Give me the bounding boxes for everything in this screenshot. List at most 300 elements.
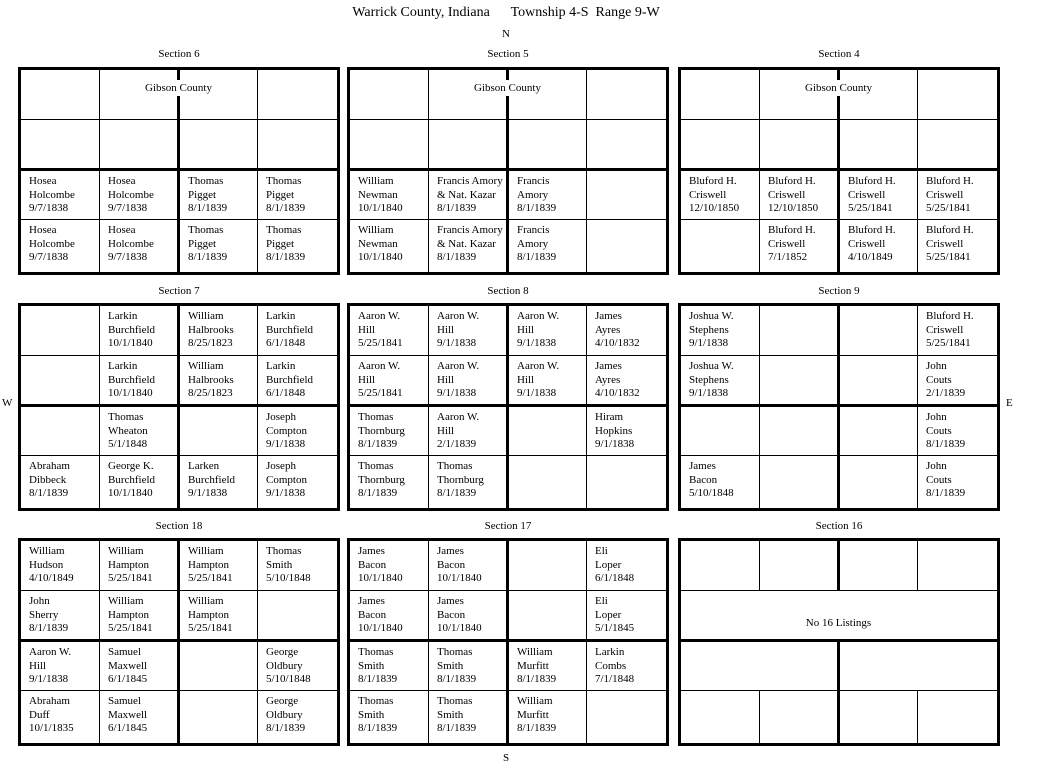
grid-line (428, 70, 429, 272)
parcel-owner: Francis Amory (437, 175, 503, 187)
grid-line (99, 306, 100, 508)
parcel-owner: Murfitt (517, 659, 549, 672)
grid-line (99, 541, 100, 743)
land-parcel (595, 310, 640, 351)
land-parcel (437, 695, 476, 736)
land-parcel (595, 411, 634, 452)
grid-line (917, 691, 918, 743)
compass-south: S (503, 752, 510, 764)
land-parcel (29, 695, 74, 736)
land-parcel (926, 224, 974, 265)
parcel-owner: Bluford H. (768, 175, 816, 187)
parcel-owner: Thomas (358, 695, 394, 707)
parcel-owner: William (517, 646, 553, 658)
parcel-owner: Bacon (358, 558, 387, 571)
grid-line (759, 541, 760, 590)
parcel-owner: John (926, 460, 947, 472)
page-title: Warrick County, Indiana Township 4-S Range 9-W (352, 5, 660, 20)
parcel-date: 8/1/1839 (437, 251, 477, 263)
land-parcel (188, 595, 233, 636)
parcel-date: 5/25/1841 (358, 387, 403, 399)
parcel-owner: Hill (437, 373, 455, 386)
parcel-date: 8/1/1839 (266, 202, 306, 214)
parcel-owner: Burchfield (108, 373, 156, 386)
parcel-date: 5/10/1848 (266, 673, 311, 685)
parcel-owner: Hosea (108, 224, 136, 236)
parcel-owner: Bacon (437, 558, 466, 571)
parcel-date: 4/10/1849 (29, 572, 74, 584)
parcel-owner: Hampton (108, 608, 149, 621)
parcel-date: 10/1/1840 (108, 337, 153, 349)
parcel-owner: Smith (358, 708, 385, 721)
parcel-owner: Hill (517, 323, 535, 336)
parcel-owner: Larkin (266, 310, 296, 322)
parcel-owner: Stephens (689, 373, 729, 386)
parcel-owner: William (108, 545, 144, 557)
parcel-owner: Couts (926, 473, 952, 486)
parcel-date: 8/1/1839 (517, 251, 557, 263)
land-parcel (108, 411, 148, 452)
land-parcel (358, 411, 405, 452)
land-parcel (595, 646, 634, 687)
grid-line (257, 541, 258, 743)
parcel-owner: Joseph (266, 460, 296, 472)
land-parcel (517, 360, 559, 401)
parcel-owner: Compton (266, 424, 307, 437)
parcel-owner: Thomas (358, 411, 394, 423)
parcel-owner: Bluford H. (689, 175, 737, 187)
land-parcel (29, 646, 71, 687)
parcel-owner: Hopkins (595, 424, 633, 437)
compass-north: N (502, 28, 510, 40)
section-label: Section 4 (818, 48, 860, 60)
parcel-owner: Sherry (29, 608, 59, 621)
parcel-date: 9/1/1838 (188, 487, 228, 499)
land-parcel (437, 360, 479, 401)
parcel-date: 10/1/1840 (108, 387, 153, 399)
parcel-owner: John (926, 411, 947, 423)
section-label: Section 9 (818, 285, 860, 297)
parcel-owner: James (437, 595, 464, 607)
parcel-owner: Burchfield (108, 323, 156, 336)
parcel-owner: Bacon (689, 473, 718, 486)
land-parcel (517, 646, 556, 687)
parcel-owner: Maxwell (108, 659, 148, 672)
parcel-owner: Bluford H. (926, 310, 974, 322)
land-parcel (595, 595, 634, 636)
parcel-date: 6/1/1848 (266, 387, 306, 399)
parcel-owner: Thomas (437, 646, 473, 658)
parcel-owner: Larkin (108, 360, 138, 372)
parcel-owner: George K. (108, 460, 154, 472)
land-parcel (108, 175, 154, 216)
parcel-owner: Couts (926, 424, 952, 437)
parcel-owner: Thomas (437, 460, 473, 472)
parcel-date: 9/7/1838 (29, 202, 69, 214)
parcel-owner: Stephens (689, 323, 729, 336)
parcel-date: 8/1/1839 (188, 202, 228, 214)
parcel-date: 8/1/1839 (358, 673, 398, 685)
grid-line (917, 70, 918, 272)
section-box (678, 67, 1000, 275)
parcel-date: 9/1/1838 (517, 337, 557, 349)
parcel-owner: Smith (358, 659, 385, 672)
grid-line (586, 70, 587, 272)
parcel-date: 6/1/1845 (108, 722, 148, 734)
parcel-date: 8/1/1839 (437, 722, 477, 734)
land-parcel (437, 411, 479, 452)
parcel-owner: George (266, 695, 299, 707)
land-parcel (437, 646, 476, 687)
parcel-owner: Bluford H. (848, 175, 896, 187)
land-parcel (358, 545, 403, 586)
land-parcel (848, 224, 896, 265)
land-parcel (29, 175, 75, 216)
parcel-date: 9/1/1838 (437, 387, 477, 399)
parcel-owner: William (108, 595, 144, 607)
land-parcel (517, 695, 556, 736)
parcel-owner: Pigget (188, 237, 217, 250)
land-parcel (108, 460, 155, 501)
grid-line (177, 96, 180, 272)
grid-line (837, 631, 840, 743)
parcel-owner: Francis (517, 224, 550, 236)
parcel-owner: Oldbury (266, 659, 303, 672)
parcel-owner: Bluford H. (848, 224, 896, 236)
land-parcel (358, 175, 403, 216)
grid-line (177, 541, 180, 743)
section-box (18, 67, 340, 275)
land-parcel (29, 224, 75, 265)
parcel-date: 8/25/1823 (188, 337, 233, 349)
land-parcel (768, 224, 816, 265)
parcel-owner: Abraham (29, 460, 70, 472)
section-box (18, 538, 340, 746)
parcel-owner: William (29, 545, 65, 557)
parcel-date: 9/1/1838 (266, 487, 306, 499)
land-parcel (266, 545, 311, 586)
land-parcel (689, 310, 734, 351)
section-label: Section 16 (815, 520, 863, 532)
parcel-owner: John (926, 360, 947, 372)
parcel-owner: Aaron W. (437, 360, 480, 372)
parcel-owner: George (266, 646, 299, 658)
parcel-owner: Aaron W. (517, 360, 560, 372)
parcel-date: 10/1/1840 (358, 572, 403, 584)
land-parcel (595, 360, 640, 401)
parcel-date: 5/25/1841 (926, 337, 971, 349)
land-parcel (29, 595, 68, 636)
parcel-owner: Larkin (595, 646, 625, 658)
parcel-date: 12/10/1850 (689, 202, 740, 214)
parcel-date: 8/1/1839 (358, 722, 398, 734)
land-parcel (358, 646, 397, 687)
parcel-owner: Joshua W. (689, 310, 734, 322)
parcel-date: 2/1/1839 (437, 438, 477, 450)
parcel-owner: & Nat. Kazar (437, 237, 496, 250)
parcel-date: 12/10/1850 (768, 202, 819, 214)
grid-line (428, 306, 429, 508)
parcel-owner: William (517, 695, 553, 707)
parcel-date: 9/1/1838 (517, 387, 557, 399)
parcel-date: 9/1/1838 (689, 337, 729, 349)
section-box (678, 538, 1000, 746)
compass-west: W (2, 397, 13, 409)
parcel-owner: Hill (437, 424, 455, 437)
parcel-date: 5/25/1841 (188, 572, 233, 584)
parcel-owner: Hill (437, 323, 455, 336)
grid-line (759, 306, 760, 508)
section-label: Section 18 (155, 520, 203, 532)
section-box (347, 67, 669, 275)
land-parcel (689, 360, 734, 401)
parcel-date: 8/1/1839 (29, 487, 69, 499)
parcel-owner: James (595, 360, 622, 372)
land-parcel (437, 310, 479, 351)
parcel-owner: Criswell (689, 188, 727, 201)
land-parcel (437, 460, 484, 501)
parcel-date: 2/1/1839 (926, 387, 966, 399)
center-label: Gibson County (100, 82, 257, 94)
land-parcel (437, 595, 482, 636)
land-parcel (926, 175, 974, 216)
land-parcel (108, 360, 155, 401)
parcel-owner: Smith (437, 708, 464, 721)
parcel-owner: Bacon (358, 608, 387, 621)
parcel-owner: Newman (358, 237, 398, 250)
section-label: Section 17 (484, 520, 532, 532)
parcel-owner: Dibbeck (29, 473, 67, 486)
parcel-owner: Murfitt (517, 708, 549, 721)
grid-line (586, 306, 587, 508)
parcel-owner: Hosea (29, 224, 57, 236)
parcel-owner: William (188, 310, 224, 322)
parcel-date: 6/1/1848 (266, 337, 306, 349)
parcel-date: 8/1/1839 (926, 438, 966, 450)
parcel-owner: Criswell (926, 323, 964, 336)
parcel-owner: Combs (595, 659, 627, 672)
parcel-date: 5/25/1841 (926, 202, 971, 214)
parcel-date: 5/25/1841 (108, 572, 153, 584)
parcel-owner: Bacon (437, 608, 466, 621)
land-parcel (926, 310, 974, 351)
grid-line (759, 70, 760, 272)
section-label: Section 8 (487, 285, 529, 297)
parcel-date: 5/25/1841 (358, 337, 403, 349)
parcel-owner: Hampton (188, 558, 229, 571)
parcel-date: 8/1/1839 (517, 722, 557, 734)
land-parcel (108, 310, 155, 351)
parcel-owner: Compton (266, 473, 307, 486)
parcel-owner: Halbrooks (188, 373, 234, 386)
section-box (347, 538, 669, 746)
parcel-owner: Larken (188, 460, 220, 472)
land-parcel (689, 175, 739, 216)
land-parcel (926, 460, 965, 501)
parcel-owner: Thornburg (358, 473, 405, 486)
center-label: Gibson County (760, 82, 917, 94)
parcel-owner: Aaron W. (437, 411, 480, 423)
grid-line (917, 306, 918, 508)
land-parcel (358, 310, 403, 351)
parcel-date: 8/1/1839 (437, 202, 477, 214)
land-parcel (358, 360, 403, 401)
parcel-owner: Eli (595, 595, 608, 607)
parcel-owner: Hill (29, 659, 47, 672)
parcel-date: 9/1/1838 (29, 673, 69, 685)
parcel-owner: William (188, 595, 224, 607)
parcel-date: 9/7/1838 (108, 202, 148, 214)
parcel-date: 8/1/1839 (358, 487, 398, 499)
land-parcel (437, 175, 503, 216)
parcel-owner: Thornburg (358, 424, 405, 437)
parcel-owner: Hill (358, 373, 376, 386)
grid-line (837, 96, 840, 272)
parcel-owner: Wheaton (108, 424, 148, 437)
parcel-owner: Samuel (108, 695, 141, 707)
parcel-owner: Hill (358, 323, 376, 336)
parcel-owner: Abraham (29, 695, 70, 707)
parcel-owner: Thomas (358, 646, 394, 658)
parcel-date: 7/1/1852 (768, 251, 808, 263)
land-parcel (266, 695, 305, 736)
parcel-owner: Eli (595, 545, 608, 557)
center-label: Gibson County (429, 82, 586, 94)
parcel-owner: Samuel (108, 646, 141, 658)
parcel-owner: Ayres (595, 323, 621, 336)
parcel-owner: James (358, 545, 385, 557)
parcel-owner: Thomas (358, 460, 394, 472)
land-parcel (188, 224, 227, 265)
parcel-owner: Couts (926, 373, 952, 386)
parcel-date: 5/1/1848 (108, 438, 148, 450)
parcel-owner: Pigget (188, 188, 217, 201)
parcel-owner: Thomas (108, 411, 144, 423)
parcel-owner: Pigget (266, 237, 295, 250)
parcel-owner: James (437, 545, 464, 557)
parcel-date: 8/1/1839 (437, 673, 477, 685)
parcel-owner: Burchfield (266, 373, 314, 386)
land-parcel (108, 595, 153, 636)
grid-line (177, 70, 180, 80)
parcel-date: 8/1/1839 (266, 251, 306, 263)
parcel-owner: Holcombe (29, 188, 75, 201)
parcel-owner: Holcombe (108, 237, 154, 250)
parcel-owner: Loper (595, 558, 622, 571)
parcel-owner: James (358, 595, 385, 607)
land-parcel (108, 695, 147, 736)
parcel-date: 9/7/1838 (29, 251, 69, 263)
parcel-owner: Joshua W. (689, 360, 734, 372)
parcel-owner: Smith (437, 659, 464, 672)
parcel-date: 9/1/1838 (689, 387, 729, 399)
parcel-date: 9/1/1838 (437, 337, 477, 349)
land-parcel (266, 224, 305, 265)
grid-line (759, 691, 760, 743)
parcel-owner: Criswell (848, 237, 886, 250)
parcel-owner: Aaron W. (517, 310, 560, 322)
land-parcel (29, 460, 70, 501)
parcel-date: 5/25/1841 (848, 202, 893, 214)
parcel-date: 6/1/1845 (108, 673, 148, 685)
grid-line (506, 96, 509, 272)
parcel-date: 10/1/1840 (358, 202, 403, 214)
parcel-owner: William (188, 360, 224, 372)
parcel-owner: Hampton (188, 608, 229, 621)
parcel-date: 10/1/1840 (358, 622, 403, 634)
parcel-owner: Joseph (266, 411, 296, 423)
parcel-owner: Francis (517, 175, 550, 187)
parcel-owner: Hiram (595, 411, 624, 423)
parcel-date: 8/1/1839 (517, 673, 557, 685)
parcel-date: 9/1/1838 (266, 438, 306, 450)
parcel-owner: Aaron W. (29, 646, 72, 658)
parcel-owner: Thomas (266, 224, 302, 236)
parcel-owner: Bluford H. (926, 224, 974, 236)
parcel-owner: Thomas (188, 175, 224, 187)
land-parcel (768, 175, 818, 216)
section-label: Section 7 (158, 285, 200, 297)
land-parcel (437, 224, 503, 265)
parcel-owner: Thomas (437, 695, 473, 707)
parcel-date: 8/1/1839 (437, 487, 477, 499)
parcel-owner: Burchfield (266, 323, 314, 336)
grid-line (837, 70, 840, 80)
parcel-date: 5/25/1841 (926, 251, 971, 263)
parcel-owner: Newman (358, 188, 398, 201)
parcel-owner: Amory (517, 188, 549, 201)
grid-line (506, 541, 509, 743)
land-parcel (926, 411, 965, 452)
land-parcel (266, 411, 307, 452)
parcel-date: 8/1/1839 (188, 251, 228, 263)
grid-line (428, 541, 429, 743)
grid-line (506, 306, 509, 508)
parcel-date: 5/25/1841 (108, 622, 153, 634)
parcel-owner: Holcombe (29, 237, 75, 250)
parcel-date: 5/25/1841 (188, 622, 233, 634)
parcel-owner: Larkin (266, 360, 296, 372)
parcel-owner: John (29, 595, 50, 607)
parcel-owner: Criswell (768, 237, 806, 250)
parcel-owner: Smith (266, 558, 293, 571)
parcel-owner: Maxwell (108, 708, 148, 721)
land-parcel (188, 310, 234, 351)
land-parcel (437, 545, 482, 586)
parcel-owner: Amory (517, 237, 549, 250)
parcel-date: 8/1/1839 (358, 438, 398, 450)
land-parcel (266, 460, 307, 501)
parcel-date: 10/1/1840 (437, 572, 482, 584)
parcel-owner: Hosea (108, 175, 136, 187)
land-parcel (188, 460, 235, 501)
parcel-owner: Criswell (926, 188, 964, 201)
parcel-date: 8/1/1839 (517, 202, 557, 214)
land-parcel (358, 695, 397, 736)
parcel-date: 10/1/1840 (437, 622, 482, 634)
parcel-owner: Burchfield (108, 473, 156, 486)
grid-line (586, 541, 587, 743)
parcel-owner: Criswell (848, 188, 886, 201)
section-box (678, 303, 1000, 511)
land-parcel (358, 224, 403, 265)
center-band (760, 591, 917, 639)
parcel-owner: Aaron W. (437, 310, 480, 322)
section-box (347, 303, 669, 511)
parcel-date: 10/1/1840 (358, 251, 403, 263)
parcel-owner: Burchfield (188, 473, 236, 486)
parcel-owner: William (358, 175, 394, 187)
